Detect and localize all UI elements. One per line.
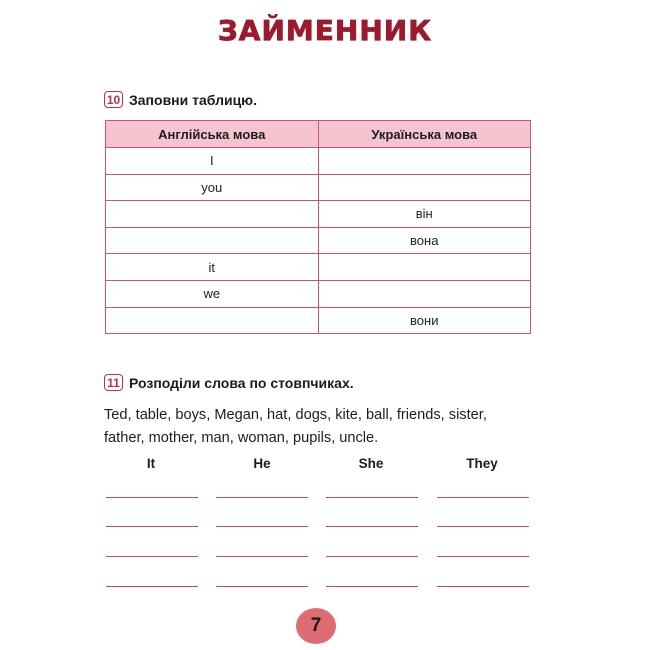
answer-line[interactable] [216,556,308,557]
task-11-header [104,374,354,391]
cell-ukrainian[interactable] [318,174,531,201]
cell-ukrainian[interactable] [318,254,531,281]
answer-line[interactable] [326,526,418,527]
column-heading-she: She [358,456,384,471]
cell-ukrainian[interactable] [318,148,531,175]
answer-line[interactable] [326,586,418,587]
task-10-header [104,91,257,108]
header-english: Англійська мова [106,121,319,148]
table-header-row [106,121,531,148]
answer-line[interactable] [216,526,308,527]
column-heading-it: It [146,456,156,471]
answer-line[interactable] [106,556,198,557]
answer-line[interactable] [106,526,198,527]
cell-english: I [106,148,319,175]
answer-line[interactable] [216,586,308,587]
cell-ukrainian: він [318,201,531,228]
answer-line[interactable] [437,497,529,498]
table-row [106,227,531,254]
cell-english: it [106,254,319,281]
cell-english: you [106,174,319,201]
pronoun-table [105,120,531,334]
table-row [106,254,531,281]
answer-line[interactable] [437,586,529,587]
answer-line[interactable] [326,497,418,498]
table-row [106,148,531,175]
column-heading-they: They [466,456,498,471]
cell-english[interactable] [106,307,319,334]
table-row [106,201,531,228]
answer-line[interactable] [106,497,198,498]
word-list-line: father, mother, man, woman, pupils, uncle. [104,429,379,446]
answer-line[interactable] [106,586,198,587]
cell-english: we [106,280,319,307]
table-row [106,280,531,307]
answer-line[interactable] [437,526,529,527]
cell-ukrainian: вони [318,307,531,334]
task-instruction: Розподіли слова по стовпчиках. [129,374,354,391]
page-title: ЗАЙМЕННИК [217,14,433,47]
task-number-badge: 11 [104,374,123,391]
word-list-line: Ted, table, boys, Megan, hat, dogs, kite, ball, friends, sister, [104,407,487,423]
task-number-badge: 10 [104,91,123,108]
answer-line[interactable] [216,497,308,498]
cell-ukrainian: вона [318,227,531,254]
answer-line[interactable] [437,556,529,557]
cell-ukrainian[interactable] [318,280,531,307]
page-number: 7 [296,608,336,644]
cell-english[interactable] [106,201,319,228]
table-row [106,174,531,201]
answer-line[interactable] [326,556,418,557]
word-list [104,404,534,449]
header-ukrainian: Українська мова [318,121,531,148]
cell-english[interactable] [106,227,319,254]
table-row [106,307,531,334]
task-instruction: Заповни таблицю. [129,91,258,108]
column-heading-he: He [253,456,271,471]
